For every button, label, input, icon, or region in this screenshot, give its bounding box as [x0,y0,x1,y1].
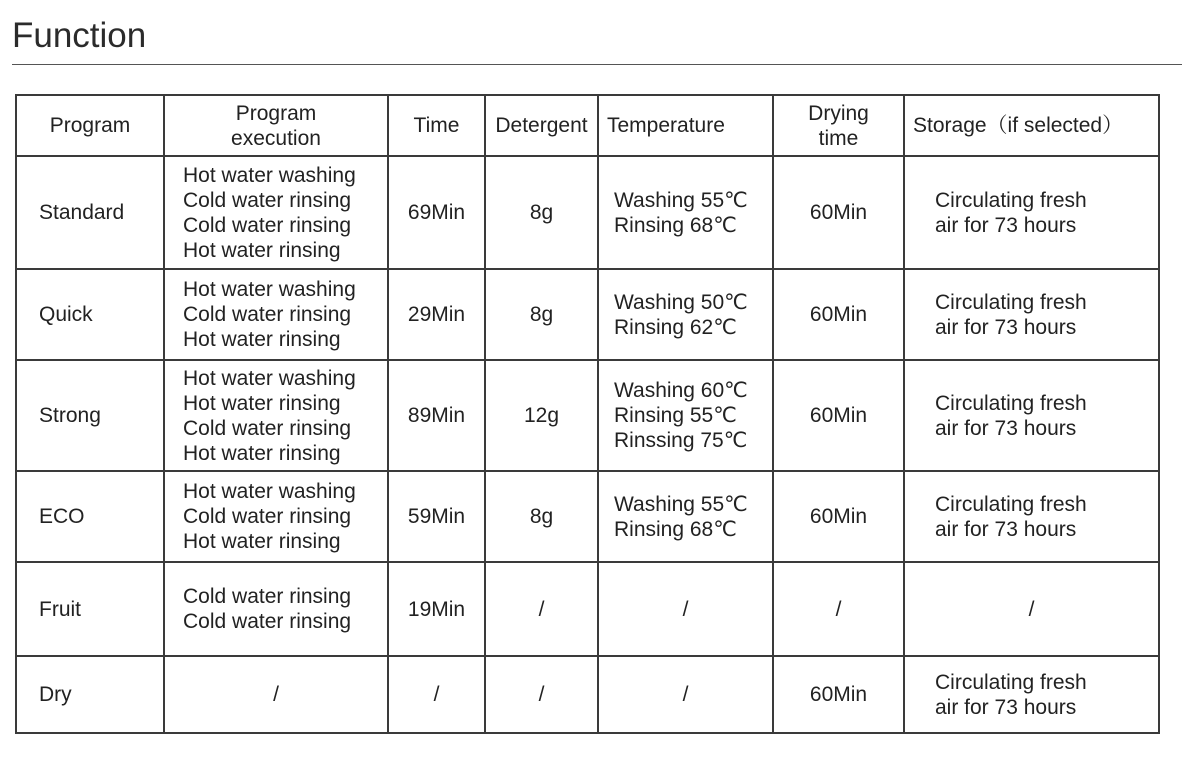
execution-step: Cold water rinsing [183,188,352,212]
header-drying-line: Drying [808,101,869,125]
execution-step: Hot water washing [183,366,356,390]
header-drying-time [773,95,904,156]
temperature-value [598,471,773,562]
header-time: Time [388,95,485,156]
program-execution [164,562,388,656]
temperature-value [598,269,773,360]
execution-step: Hot water washing [183,163,356,187]
header-drying-line: time [818,126,859,150]
execution-step: Hot water rinsing [183,391,341,415]
temperature-line: / [682,597,689,621]
temperature-value [598,656,773,733]
storage-line: air for 73 hours [935,695,1077,719]
header-row [16,95,1159,156]
header-program-execution [164,95,388,156]
temperature-line: Rinssing 75℃ [614,429,748,452]
program-execution [164,269,388,360]
storage-value [904,471,1159,562]
program-name: Fruit [16,562,164,656]
program-name: ECO [16,471,164,562]
time-value: 89Min [388,360,485,471]
detergent-value: 12g [485,360,598,471]
execution-step: Cold water rinsing [183,505,352,528]
drying-time-value: 60Min [773,156,904,269]
detergent-value: 8g [485,156,598,269]
table-row-fruit [16,562,1159,656]
program-execution [164,471,388,562]
drying-time-value: 60Min [773,656,904,733]
temperature-line: Rinsing 68℃ [614,517,737,541]
title-divider [12,64,1182,65]
execution-step: Cold water rinsing [183,585,352,608]
storage-line: air for 73 hours [935,517,1077,541]
temperature-line: Washing 55℃ [614,188,748,212]
page-title: Function [12,16,147,55]
execution-step: / [273,683,279,706]
table-row-eco [16,471,1159,562]
storage-line: Circulating fresh [935,391,1087,415]
temperature-line: Rinsing 68℃ [614,213,737,237]
storage-line: air for 73 hours [935,315,1077,339]
program-execution [164,360,388,471]
time-value: 69Min [388,156,485,269]
execution-step: Hot water rinsing [183,328,341,351]
execution-step: Hot water rinsing [183,441,341,465]
storage-value [904,360,1159,471]
detergent-value: / [485,656,598,733]
execution-step: Hot water washing [183,278,356,301]
table-row-strong [16,360,1159,471]
program-function-table [15,94,1160,734]
storage-line: / [1028,597,1035,621]
table-row-standard [16,156,1159,269]
storage-line: Circulating fresh [935,188,1087,212]
header-detergent: Detergent [485,95,598,156]
drying-time-value: 60Min [773,360,904,471]
program-name: Quick [16,269,164,360]
execution-step: Cold water rinsing [183,416,352,440]
execution-step: Cold water rinsing [183,610,352,633]
time-value: 59Min [388,471,485,562]
storage-line: air for 73 hours [935,213,1077,237]
storage-value [904,656,1159,733]
drying-time-value: 60Min [773,471,904,562]
execution-step: Cold water rinsing [183,303,352,326]
program-name: Standard [16,156,164,269]
header-execution-line: Program [235,101,317,125]
storage-value [904,156,1159,269]
storage-line: air for 73 hours [935,416,1077,440]
table-row-quick [16,269,1159,360]
header-execution-line: execution [231,126,321,150]
program-execution [164,656,388,733]
header-program: Program [16,95,164,156]
detergent-value: 8g [485,269,598,360]
time-value: 29Min [388,269,485,360]
storage-line: Circulating fresh [935,670,1087,694]
time-value: 19Min [388,562,485,656]
header-storage: Storage（if selected） [904,95,1159,156]
temperature-line: / [682,683,689,706]
storage-value [904,269,1159,360]
program-name: Strong [16,360,164,471]
execution-step: Cold water rinsing [183,213,352,237]
time-value: / [388,656,485,733]
program-name: Dry [16,656,164,733]
temperature-line: Washing 55℃ [614,492,748,516]
detergent-value: / [485,562,598,656]
temperature-line: Rinsing 62℃ [614,315,737,339]
program-execution [164,156,388,269]
storage-line: Circulating fresh [935,492,1087,516]
temperature-line: Rinsing 55℃ [614,404,737,427]
drying-time-value: 60Min [773,269,904,360]
temperature-value [598,156,773,269]
temperature-value [598,360,773,471]
execution-step: Hot water washing [183,480,356,503]
temperature-line: Washing 50℃ [614,290,748,314]
temperature-value [598,562,773,656]
table-row-dry [16,656,1159,733]
drying-time-value: / [773,562,904,656]
temperature-line: Washing 60℃ [614,379,748,402]
storage-line: Circulating fresh [935,290,1087,314]
execution-step: Hot water rinsing [183,238,341,262]
header-temperature: Temperature [598,95,773,156]
execution-step: Hot water rinsing [183,530,341,553]
storage-value [904,562,1159,656]
detergent-value: 8g [485,471,598,562]
